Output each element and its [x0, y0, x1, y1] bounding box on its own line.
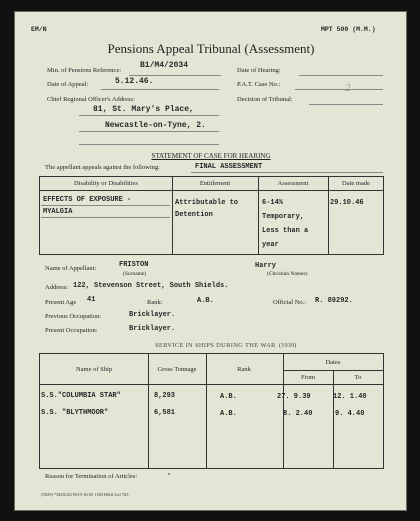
ship-row-1-tonnage: 8,293 — [154, 392, 176, 400]
decision-label: Decision of Tribunal: — [237, 96, 293, 103]
statement-heading: STATEMENT OF CASE FOR HEARING — [151, 152, 271, 160]
official-label: Official No.: — [273, 299, 307, 306]
prev-occ-value: Bricklayer. — [129, 311, 176, 319]
ship-row-1-rank: A.B. — [220, 393, 237, 401]
disability-col-divider-2 — [258, 176, 259, 255]
name-label: Name of Appellant: — [45, 265, 97, 272]
surname-caption: (Surname) — [123, 271, 147, 277]
entitlement-line2: Detention — [175, 211, 213, 219]
assessment-line3: Less than a — [262, 227, 309, 235]
service-col-divider-4 — [333, 370, 334, 469]
col-to: To — [354, 374, 362, 381]
termination-label: Reason for Termination of Articles: — [45, 473, 138, 480]
date-hearing-label: Date of Hearing: — [237, 67, 281, 74]
disability-col-divider-1 — [172, 176, 173, 255]
termination-value: - — [167, 471, 172, 479]
disability-line2: MYALGIA — [43, 208, 73, 216]
cro-line1-underline — [79, 115, 219, 116]
date-hearing-underline — [299, 75, 383, 76]
ship-row-1-name: S.S."COLUMBIA STAR" — [41, 392, 121, 400]
form-number: MPT 500 (M.M.) — [321, 26, 376, 33]
service-heading: SERVICE IN SHIPS DURING THE WAR — [155, 342, 276, 349]
date-appeal-label: Date of Appeal: — [47, 81, 89, 88]
ship-row-2-to: 9. 4.40 — [335, 410, 365, 418]
pat-case-underline — [295, 89, 383, 90]
cro-line2-underline — [79, 131, 219, 132]
assessment-line4: year — [262, 241, 279, 249]
entitlement-line1: Attributable to — [175, 199, 239, 207]
service-col-divider-1 — [148, 353, 149, 469]
ship-row-1-to: 12. 1.40 — [333, 393, 367, 401]
col-dates: Dates — [325, 359, 341, 366]
rank-label: Rank: — [147, 299, 163, 306]
prev-occ-label: Previous Occupation: — [45, 313, 102, 320]
form-page — [14, 11, 407, 511]
cro-label: Chief Regional Officer's Address: — [47, 96, 135, 103]
address-label: Address: — [45, 284, 69, 291]
pencil-mark: 2 — [345, 82, 351, 94]
assessment-line2: Temporary, — [262, 213, 305, 221]
rank-value: A.B. — [197, 297, 214, 305]
disability-col-divider-3 — [328, 176, 329, 255]
appeal-underline — [191, 172, 383, 173]
appeal-value: FINAL ASSESSMENT — [195, 163, 263, 171]
form-code: EM/N — [31, 26, 47, 33]
service-col-divider-2 — [206, 353, 207, 469]
ship-row-2-tonnage: 6,581 — [154, 409, 176, 417]
ship-row-1-from: 27. 9.39 — [277, 393, 311, 401]
ship-row-2-from: 8. 2.40 — [283, 410, 313, 418]
date-appeal-underline — [101, 89, 219, 90]
print-code: (5829) *M20120/5019 10/45 15M H&S.Ltd 765 — [41, 492, 129, 497]
age-label: Present Age — [45, 299, 77, 306]
min-ref-underline — [129, 75, 221, 76]
cro-line2: Newcastle-on-Tyne, 2. — [105, 121, 206, 130]
col-from: From — [300, 374, 316, 381]
disability-header-rule — [39, 190, 384, 191]
col-tonnage: Gross Tonnage — [157, 366, 197, 373]
service-heading-year: (1939) — [279, 342, 297, 349]
form-title: Pensions Appeal Tribunal (Assessment) — [107, 41, 315, 56]
date-appeal-value: 5.12.46. — [115, 77, 154, 86]
cro-line1: 81, St. Mary's Place, — [93, 105, 194, 114]
assessment-line1: 6-14% — [262, 199, 284, 207]
cro-line3-underline — [79, 144, 219, 145]
col-rank: Rank — [237, 366, 251, 373]
pat-case-label: P.A.T. Case No.: — [237, 81, 281, 88]
christian-caption: (Christian Names) — [267, 271, 308, 277]
ship-row-2-name: S.S. "BLYTHMOOR" — [41, 409, 109, 417]
min-ref-label: Min. of Pensions Reference: — [47, 67, 122, 74]
col-ship: Name of Ship — [75, 366, 113, 373]
disability-row-rule-2 — [41, 217, 170, 218]
surname-value: FRISTON — [119, 261, 149, 269]
ship-row-2-rank: A.B. — [220, 410, 237, 418]
appeal-label: The appellant appeals against the following: — [45, 164, 160, 171]
col-date-made: Date made — [342, 180, 370, 187]
disability-row-rule-1 — [41, 205, 170, 206]
christian-value: Harry — [255, 262, 277, 270]
pres-occ-value: Bricklayer. — [129, 325, 176, 333]
age-value: 41 — [87, 296, 96, 304]
col-disability: Disability or Disabilities — [74, 180, 138, 187]
disability-line1: EFFECTS OF EXPOSURE - — [43, 196, 132, 204]
decision-underline — [309, 104, 383, 105]
min-ref-value: B1/M4/2034 — [140, 61, 189, 70]
col-assessment: Assessment — [277, 180, 309, 187]
pres-occ-label: Present Occupation: — [45, 327, 98, 334]
address-value: 122, Stevenson Street, South Shields. — [73, 282, 229, 290]
col-entitlement: Entitlement — [199, 180, 231, 187]
official-value: R. 89292. — [315, 297, 353, 305]
date-made-value: 29.10.46 — [330, 199, 364, 207]
